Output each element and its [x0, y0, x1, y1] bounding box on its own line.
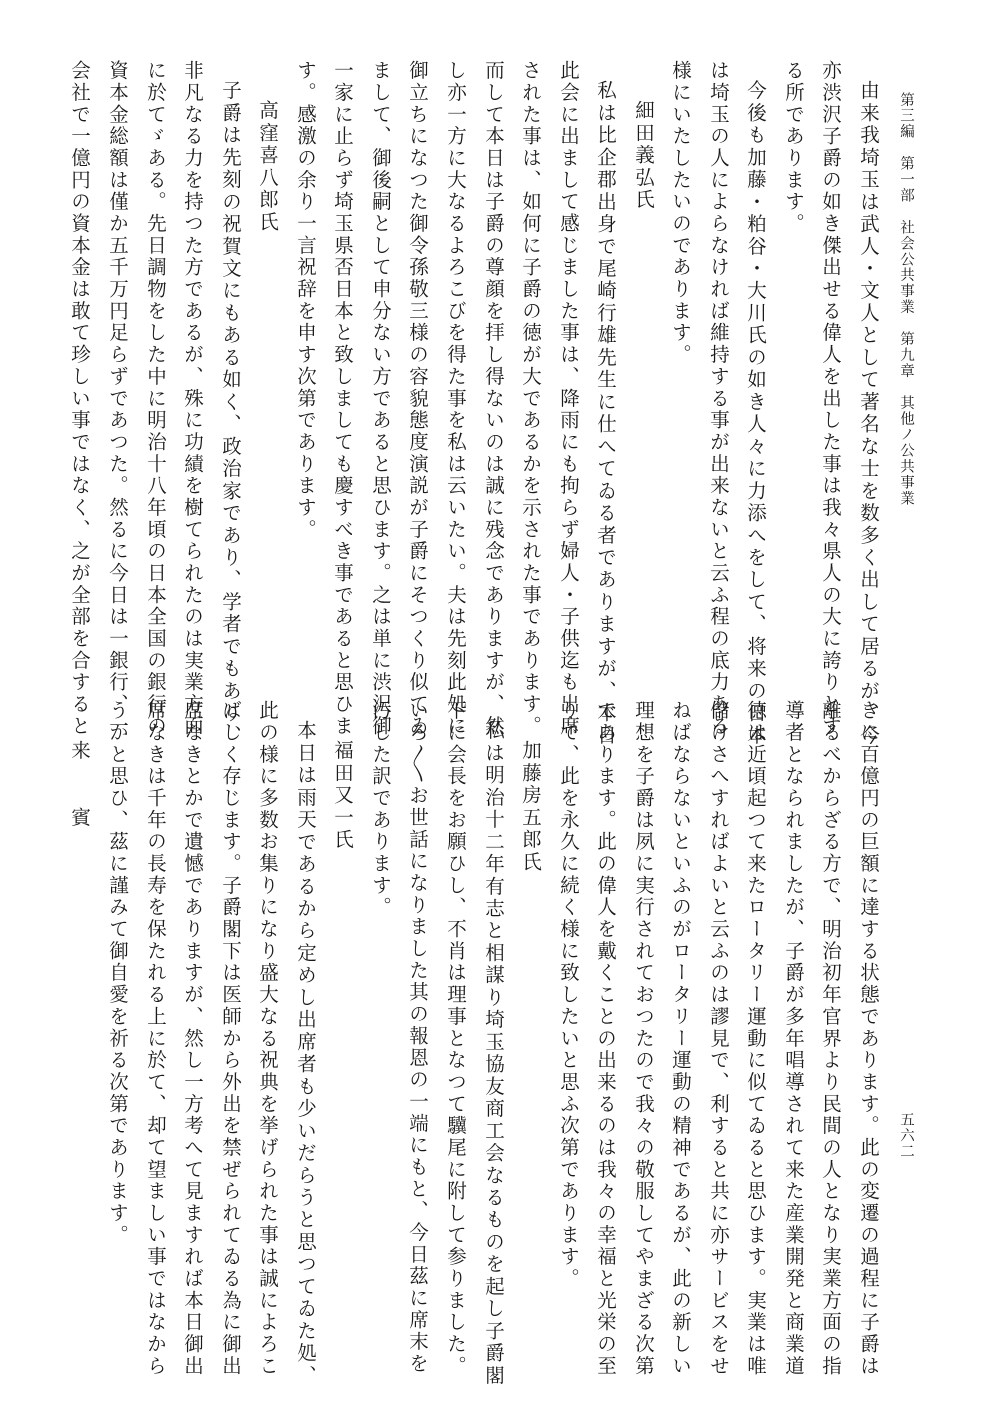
text-column: 高窪喜八郎氏 — [256, 100, 279, 234]
running-head: 第三編 第一部 社会公共事業 第九章 其他ノ公共事業 — [898, 92, 914, 507]
text-column: きに百億円の巨額に達する状態であります。此の変遷の過程に子爵は — [857, 700, 880, 1378]
text-column: 離るべからざる方で、明治初年官界より民間の人となり実業方面の指 — [819, 700, 842, 1378]
text-column: 福田又一氏 — [331, 740, 354, 852]
text-column: 導者となられましたが、子爵が多年唱導されて来た産業開発と商業道 — [782, 700, 805, 1378]
text-column: 細田義弘氏 — [632, 100, 655, 212]
text-column: 理想を子爵は夙に実行されておつたので我々の敬服してやまざる次第 — [632, 700, 655, 1378]
text-column: 様にいたしたいのであります。 — [669, 60, 692, 366]
text-column: 汚した訳であります。 — [369, 700, 392, 919]
text-column: 此会に出まして感じました事は、降雨にも拘らず婦人・子供迄も出席 — [557, 60, 580, 738]
text-column: 子爵は先刻の祝賀文にもある如く、政治家であり、学者でもあり、 — [219, 80, 242, 747]
text-column: る所であります。 — [782, 60, 805, 235]
text-column: に於てゞある。先日調物をした中に明治十八年頃の日本全国の銀行の — [144, 60, 167, 738]
text-column: 資本金総額は僅か五千万円足らずであつた。然るに今日は一銀行、一 — [106, 60, 129, 738]
page-number: 五六二 — [898, 1112, 914, 1160]
text-column: 一家に止らず埼玉県否日本と致しましても慶すべき事であると思ひま — [331, 60, 354, 738]
text-column: 会社で一億円の資本金は敢て珍しい事ではなく、之が全部を合すると — [68, 60, 91, 738]
text-column: 今後も加藤・粕谷・大川氏の如き人々に力添へをして、将来の日本 — [744, 80, 767, 747]
text-column: ねばならないといふのがロータリー運動の精神であるが、此の新しい — [669, 700, 692, 1378]
text-column: 由来我埼玉は武人・文人として著名な士を数多く出して居るが、今 — [857, 80, 880, 747]
text-column: 本日は雨天であるから定めし出席者も少いだらうと思つてゐた処、 — [294, 720, 317, 1387]
text-column: 此の様に多数お集りになり盛大なる祝典を挙げられた事は誠によろこ — [256, 700, 279, 1378]
text-column: 席なきは千年の長寿を保たれる上に於て、却て望ましい事ではなから — [144, 700, 167, 1378]
text-column: し亦一方に大なるよろこびを得た事を私は云いたい。夫は先刻此処に — [444, 60, 467, 738]
text-column: された事は、如何に子爵の徳が大であるかを示された事であります。 — [519, 60, 542, 738]
text-column: 徳は近頃起つて来たロータリー運動に似てゐると思ひます。実業は唯 — [744, 700, 767, 1378]
text-column: す。感激の余り一言祝辞を申す次第であります。 — [294, 60, 317, 541]
text-column: 儲けさへすればよいと云ふのは謬見で、利すると共に亦サービスをせ — [707, 700, 730, 1378]
text-column: 来 賓 — [68, 740, 91, 829]
text-column: は埼玉の人によらなければ維持する事が出来ないと云ふ程の底力ある — [707, 60, 730, 738]
text-column: いろ〳〵お世話になりました其の報恩の一端にもと、今日茲に席末を — [406, 700, 429, 1375]
text-column: 非凡なる力を持つた方であるが、殊に功績を樹てられたのは実業方面 — [181, 60, 204, 738]
text-column: 御立ちになつた御令孫敬三様の容貌態度演説が子爵にそつくり似てゐ — [406, 60, 429, 738]
text-column: 亦渋沢子爵の如き傑出せる偉人を出した事は我々県人の大に誇りとす — [819, 60, 842, 738]
text-column: 私は比企郡出身で尾崎行雄先生に仕へてゐる者でありますが、本日 — [594, 80, 617, 747]
text-column: であります。此の偉人を戴くことの出来るのは我々の幸福と光栄の至 — [594, 700, 617, 1378]
text-column: 私は明治十二年有志と相謀り埼玉協友商工会なるものを起し子爵閣 — [482, 720, 505, 1387]
text-column: 席なきとかで遺憾でありますが、然し一方考へて見ますれば本日御出 — [181, 700, 204, 1378]
text-column: 而して本日は子爵の尊顔を拝し得ないのは誠に残念でありますが、然 — [482, 60, 505, 738]
text-column: うかと思ひ、茲に謹みて御自愛を祈る次第であります。 — [106, 700, 129, 1246]
text-column: ばしく存じます。子爵閣下は医師から外出を禁ぜられてゐる為に御出 — [219, 700, 242, 1378]
text-column: 加藤房五郎氏 — [519, 740, 542, 874]
text-column: まして、御後嗣として申分ない方であると思ひます。之は単に渋沢御 — [369, 60, 392, 738]
text-column: りで、此を永久に続く様に致したいと思ふ次第であります。 — [557, 700, 580, 1290]
text-column: 下に会長をお願ひし、不肖は理事となつて驥尾に附して参りました。 — [444, 700, 467, 1378]
